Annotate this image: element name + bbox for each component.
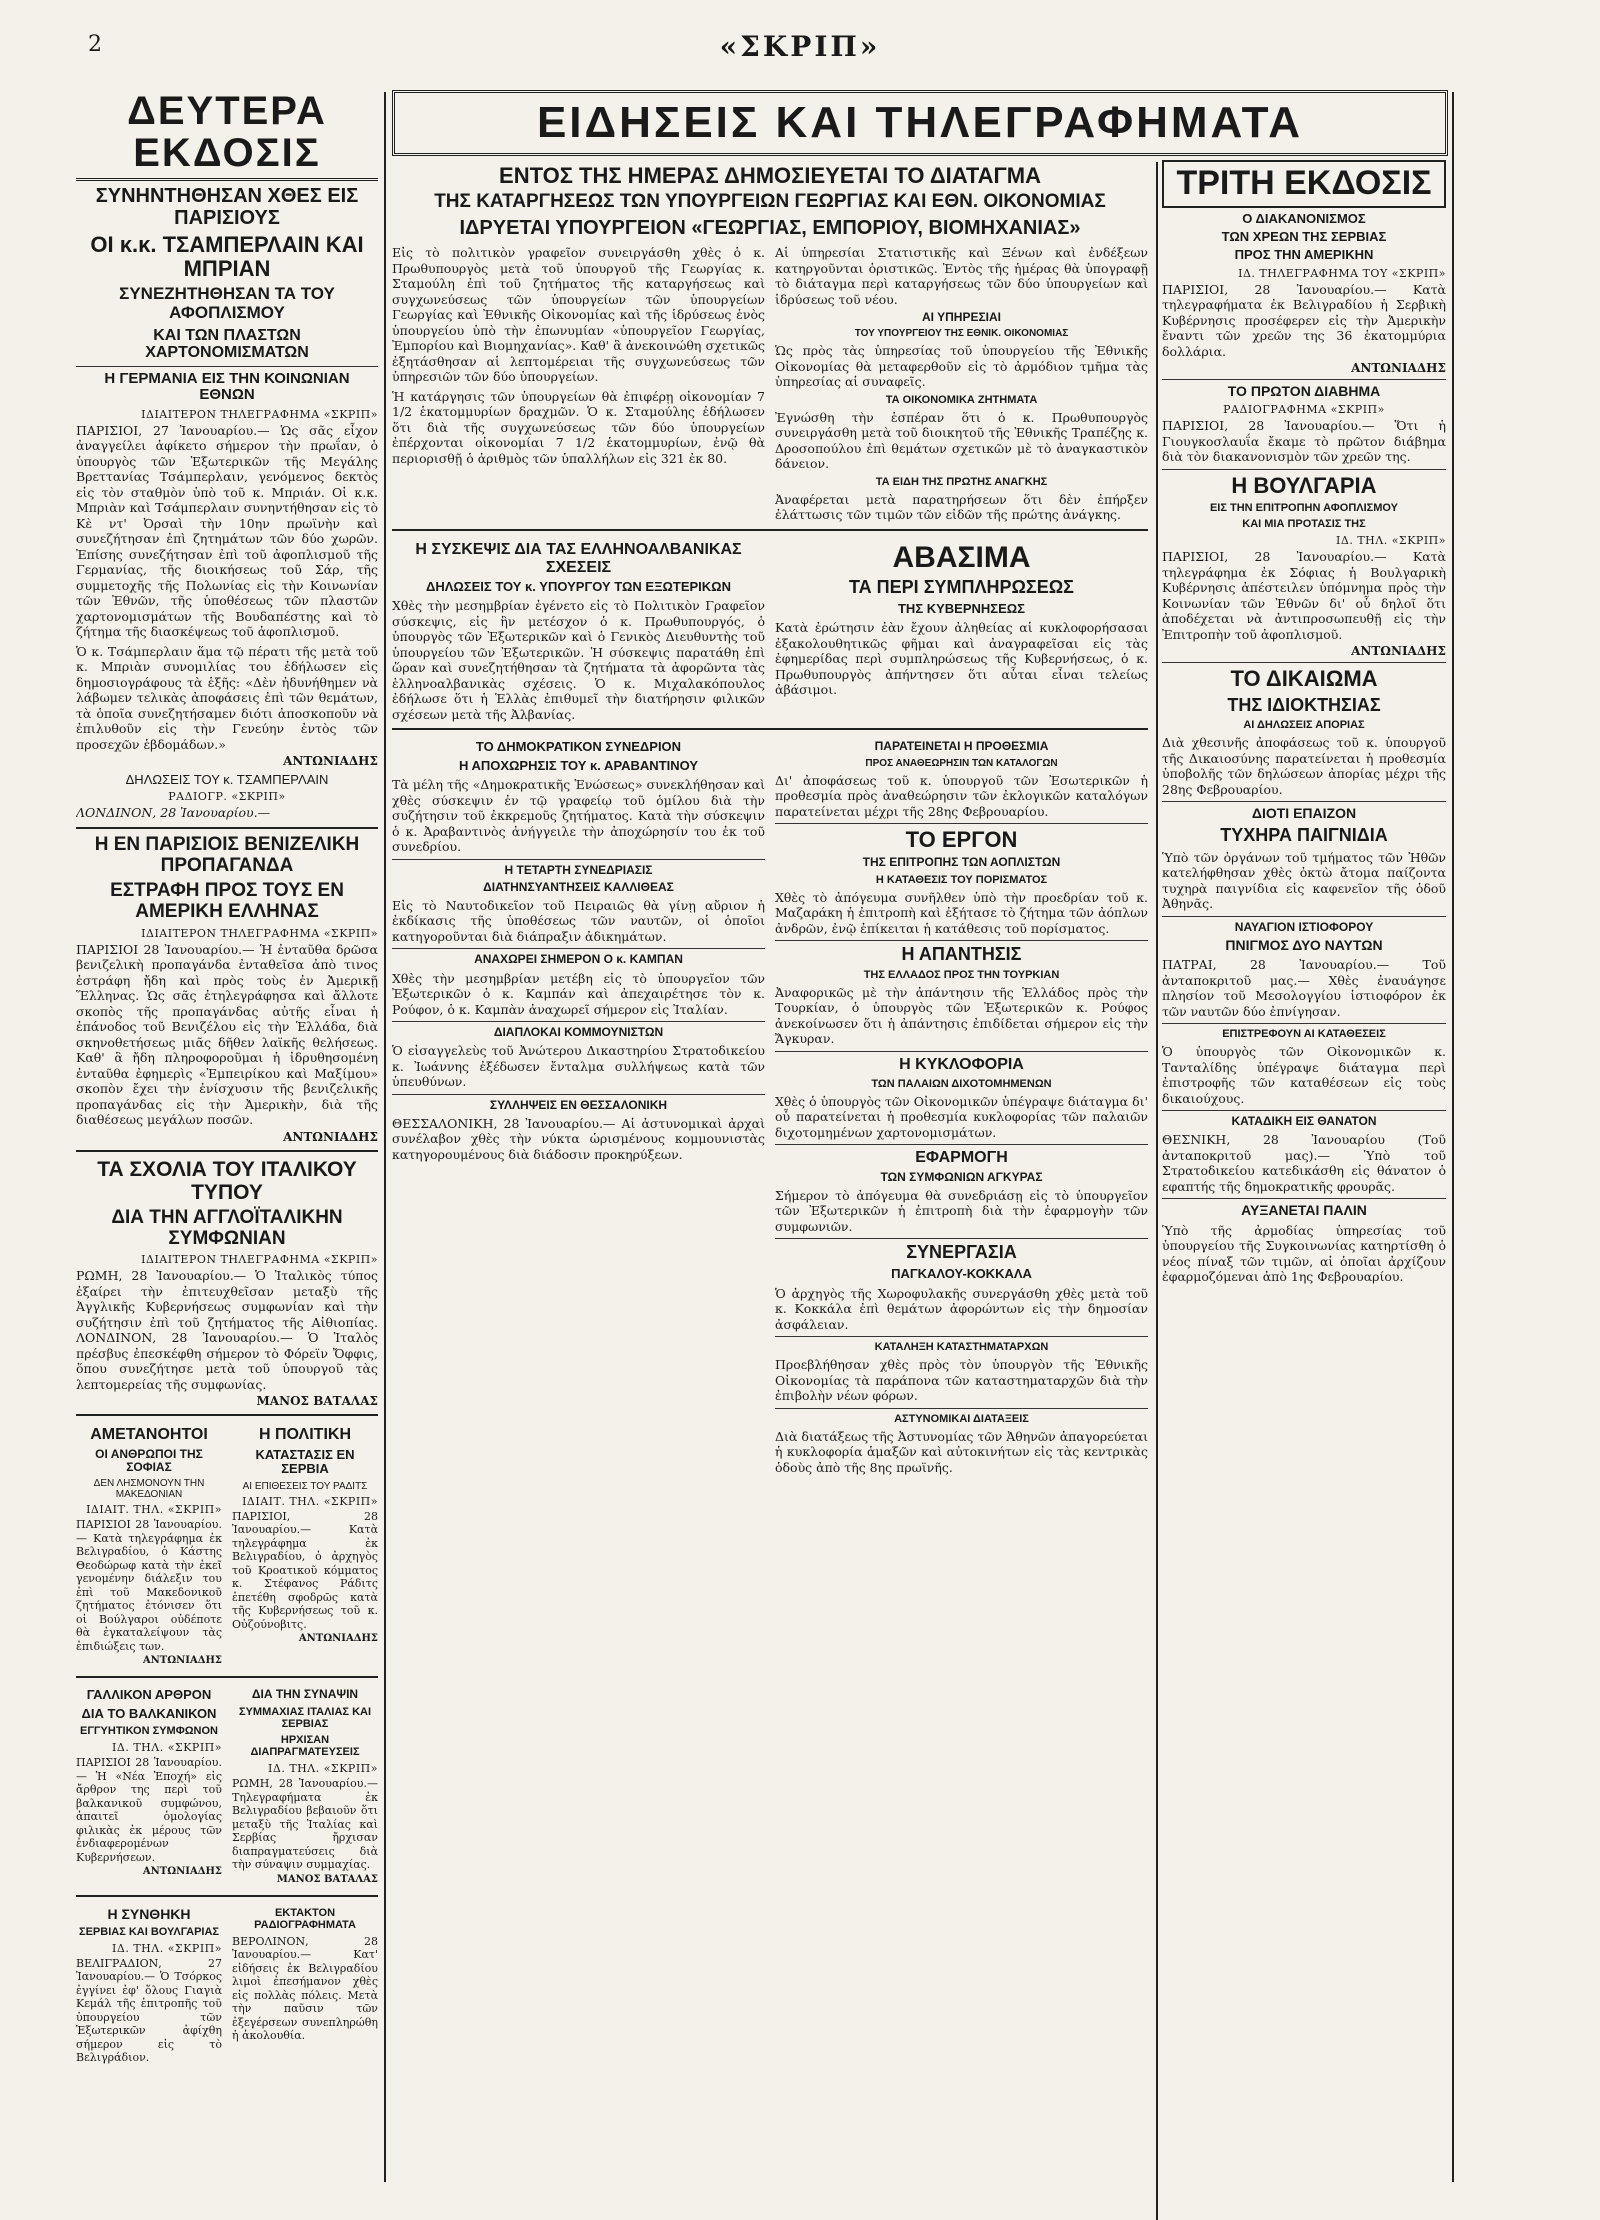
headline: ΑΣΤΥΝΟΜΙΚΑΙ ΔΙΑΤΑΞΕΙΣ bbox=[894, 1412, 1029, 1425]
headline: ΤΟ ΕΡΓΟΝ bbox=[905, 827, 1018, 853]
headline: ΚΑΤΑΣΤΑΣΙΣ ΕΝ ΣΕΡΒΙΑ bbox=[255, 1447, 355, 1477]
article-communists bbox=[392, 1026, 765, 1090]
subheadline: ΔΕΝ ΛΗΣΜΟΝΟΥΝ ΤΗΝ ΜΑΚΕΔΟΝΙΑΝ bbox=[93, 1478, 205, 1501]
headline: ΚΑΤΑΛΗΞΗ ΚΑΤΑΣΤΗΜΑΤΑΡΧΩΝ bbox=[874, 1341, 1049, 1354]
byline: ΑΝΤΩΝΙΑΔΗΣ bbox=[142, 1655, 222, 1667]
subheadline: Η ΓΕΡΜΑΝΙΑ ΕΙΣ ΤΗΝ ΚΟΙΝΩΝΙΑΝ ΕΘΝΩΝ bbox=[104, 369, 350, 404]
article-text: Ἐγνώσθη τὴν ἑσπέραν ὅτι ὁ κ. Πρωθυπουργὸς συνειργάσθη μετὰ τοῦ διοικητοῦ τῆς Ἐθνικῆς Τραπέζης κ. Δροσοπούλου ἐπὶ θεμάτων σχετικῶν μὲ τὸ ἀναγκαστικὸν δάνειον. bbox=[775, 409, 1148, 472]
article-gambling bbox=[1162, 806, 1446, 911]
article-committee-work bbox=[775, 828, 1148, 936]
article-thessaloniki bbox=[392, 1099, 765, 1163]
article-text: Εἰς τὸ πολιτικὸν γραφεῖον συνειργάσθη χθὲς ὁ κ. Πρωθυπουργὸς μετὰ τοῦ ὑπουργοῦ τῆς Γεωργίας κ. Σταμούλη ἐπὶ τοῦ ζητήματος τῆς καταργήσεως καὶ συγχωνεύσεως τῶν ὑπουργείων τῶν ὑπουργείων Γεωργίας καὶ Ἐθνικῆς Οἰκονομίας καὶ τῆς ἱδρύσεως ἑνὸς ὑπουργείου ὑπὸ τὴν ἐπωνυμίαν «ὑπουργεῖον Γεωργίας, Ἐμπορίου καὶ Βιομηχανίας». Καθ' ἃ ἀνεκοινώθη σχετικῶς ἐξητάσθησαν αἱ λεπτομέρειαι τῆς συγχωνεύσεως τῶν ὑπηρεσιῶν τῶν δύο ὑπουργείων. bbox=[392, 245, 765, 385]
headline: ΠΑΓΚΑΛΟΥ-ΚΟΚΚΑΛΑ bbox=[891, 1266, 1032, 1282]
column-rule bbox=[1156, 162, 1158, 2220]
main-banner-headline: ΕΙΔΗΣΕΙΣ ΚΑΙ ΤΗΛΕΓΡΑΦΗΜΑΤΑ bbox=[392, 90, 1448, 156]
middle-column bbox=[392, 160, 1148, 2220]
masthead-title: «ΣΚΡΙΠ» bbox=[719, 30, 881, 63]
article-shipwreck bbox=[1162, 921, 1446, 1020]
dateline: ΙΔ. ΤΗΛ. «ΣΚΡΙΠ» bbox=[268, 1762, 378, 1775]
headline: Η ΒΟΥΛΓΑΡΙΑ bbox=[1231, 472, 1377, 498]
headline: ΔΙΑ ΤΗΝ ΣΥΝΑΨΙΝ bbox=[251, 1687, 359, 1702]
article-text: ΡΩΜΗ, 28 Ἰανουαρίου.— Ὁ Ἰταλικὸς τύπος ἐξαίρει τὴν ἐπιτευχθεῖσαν μεταξὺ τῆς Ἀγγλικῆς Κυβερνήσεως συμφωνίαν καὶ τὴν συζήτησιν ἐπὶ τοῦ ζητήματος τῆς Αἰθιοπίας. ΛΟΝΔΙΝΟΝ, 28 Ἰανουαρίου.— Ὁ Ἰταλὸς πρέσβυς ἐπεσκέφθη σήμερον τὸ Φόρεϊν Ὄφφις, ὅπου συνεζήτησε μετὰ τοῦ ὑπουργοῦ τὰς λεπτομερείας τῆς συμφωνίας. bbox=[76, 1268, 378, 1392]
headline: ΑΝΑΧΩΡΕΙ ΣΗΜΕΡΟΝ Ο κ. ΚΑΜΠΑΝ bbox=[474, 952, 683, 967]
article-text: Ὁ εἰσαγγελεὺς τοῦ Ἀνώτερου Δικαστηρίου Στρατοδικείου κ. Ἰωάννης ἐξέδωσεν ἔνταλμα συλλήψεως κατὰ τῶν ὑπευθύνων. bbox=[392, 1043, 765, 1090]
headline: ΤΗΣ ΚΑΤΑΡΓΗΣΕΩΣ ΤΩΝ ΥΠΟΥΡΓΕΙΩΝ ΓΕΩΡΓΙΑΣ ΚΑΙ ΕΘΝ. ΟΙΚΟΝΟΜΙΑΣ bbox=[434, 191, 1106, 213]
article-kampan bbox=[392, 953, 765, 1017]
byline: ΜΑΝΟΣ ΒΑΤΑΛΑΣ bbox=[256, 1394, 378, 1409]
headline: ΣΥΝΗΝΤΗΘΗΣΑΝ ΧΘΕΣ ΕΙΣ ΠΑΡΙΣΙΟΥΣ bbox=[95, 185, 359, 229]
headline: ΠΝΙΓΜΟΣ ΔΥΟ ΝΑΥΤΩΝ bbox=[1225, 936, 1383, 953]
article-shopkeepers bbox=[775, 1341, 1148, 1404]
byline: ΑΝΤΩΝΙΑΔΗΣ bbox=[283, 754, 378, 769]
article-serbia-bulgaria-treaty bbox=[76, 1903, 222, 2065]
edition-heading: ΤΡΙΤΗ ΕΚΔΟΣΙΣ bbox=[1162, 160, 1446, 208]
article-reply-turkey bbox=[775, 945, 1148, 1047]
headline: ΤΟ ΠΡΩΤΟΝ ΔΙΑΒΗΜΑ bbox=[1227, 383, 1381, 400]
headline: ΚΑΤΑΔΙΚΗ ΕΙΣ ΘΑΝΑΤΟΝ bbox=[1231, 1114, 1377, 1129]
headline: ΣΥΝΕΖΗΤΗΘΗΣΑΝ ΤΑ ΤΟΥ ΑΦΟΠΛΙΣΜΟΥ bbox=[119, 284, 335, 323]
headline: ΠΑΡΑΤΕΙΝΕΤΑΙ Η ΠΡΟΘΕΣΜΙΑ bbox=[874, 739, 1049, 754]
headline: ΤΗΣ ΕΠΙΤΡΟΠΗΣ ΤΩΝ ΑΟΠΛΙΣΤΩΝ bbox=[862, 855, 1061, 870]
article-text: ΠΑΡΙΣΙΟΙ 28 Ἰανουαρίου.— Ἡ «Νέα Ἐποχή» εἰς ἄρθρον της περὶ τοῦ βαλκανικοῦ συμφώνου, ἀπαιτεῖ ὁμολογίας φιλικὰς ἐκ μέρους τῶν ἐνδιαφερομένων Κυβερνήσεων. bbox=[76, 1756, 222, 1864]
article-text: Ὡς πρὸς τὰς ὑπηρεσίας τοῦ ὑπουργείου τῆς Ἐθνικῆς Οἰκονομίας θὰ μεταφερθοῦν εἰς τὸ ἀρμόδιον τμῆμα τὰς ὑπηρεσίας αἱ συναφεῖς. bbox=[775, 343, 1148, 390]
headline: ΤΩΝ ΧΡΕΩΝ ΤΗΣ ΣΕΡΒΙΑΣ bbox=[1221, 228, 1387, 244]
headline: ΤΗΣ ΚΥΒΕΡΝΗΣΕΩΣ bbox=[897, 600, 1025, 616]
byline: ΑΝΤΩΝΙΑΔΗΣ bbox=[283, 1129, 378, 1144]
dateline: ΡΑΔΙΟΓΡΑΦΗΜΑ «ΣΚΡΙΠ» bbox=[1223, 403, 1385, 417]
dateline: ΙΔ. ΤΗΛ. «ΣΚΡΙΠ» bbox=[1336, 534, 1446, 548]
article-text: Τὰ μέλη τῆς «Δημοκρατικῆς Ἑνώσεως» συνεκλήθησαν καὶ χθὲς σύσκεψιν ἐν τῷ γραφείῳ τοῦ ὁμίλου διὰ τὴν συζήτησιν τοῦ ἐκκρεμοῦς ζητήματος. Κατὰ τὴν σύσκεψιν ὁ κ. Ἀραβαντινὸς ἀνήγγειλε τὴν ἀποχώρησίν του ἐκ τοῦ συνεδρίου. bbox=[392, 777, 765, 855]
headline: ΕΚΤΑΚΤΟΝ ΡΑΔΙΟΓΡΑΦΗΜΑΤΑ bbox=[254, 1906, 356, 1931]
article-text: ΠΑΡΙΣΙΟΙ, 28 Ἰανουαρίου.— Κατὰ τηλεγράφημα ἐκ Βελιγραδίου, ὁ ἀρχηγὸς τοῦ Κροατικοῦ κόμματος κ. Στέφανος Ράδιτς ἐπετέθη σφοδρῶς κατὰ τῆς Κυβερνήσεως τοῦ κ. Οὐζούνοβιτς. bbox=[232, 1509, 378, 1631]
headline: ΑΜΕΤΑΝΟΗΤΟΙ bbox=[90, 1426, 208, 1444]
subheadline: ΑΙ ΥΠΗΡΕΣΙΑΙ bbox=[922, 310, 1001, 325]
subheadline: ΤΑ ΕΙΔΗ ΤΗΣ ΠΡΩΤΗΣ ΑΝΑΓΚΗΣ bbox=[875, 475, 1048, 488]
article-text: Διὰ χθεσινῆς ἀποφάσεως τοῦ κ. ὑπουργοῦ τῆς Δικαιοσύνης παρατείνεται ἡ προθεσμία ὑποβολῆς τῶν δηλώσεων ἀπορίας μέχρι τῆς 28ης Φεβρουαρίου. bbox=[1162, 735, 1446, 797]
article-text: ΠΑΡΙΣΙΟΙ 28 Ἰανουαρίου.— Κατὰ τηλεγράφημα ἐκ Βελιγραδίου, ὁ Κάστης Θεοδώρωφ κατὰ τὴν ἐκεῖ γενομένην διάλεξιν του ἐπὶ τοῦ Μακεδονικοῦ ζητήματος ἐτόνισεν ὅτι οἱ Βούλγαροι οὐδέποτε θὰ ἐγκαταλείψουν τὰς ἐπιδιώξεις των. bbox=[76, 1518, 222, 1653]
headline: ΕΙΣ ΤΗΝ ΕΠΙΤΡΟΠΗΝ ΑΦΟΠΛΙΣΜΟΥ bbox=[1209, 502, 1399, 515]
article-text: ΒΕΛΙΓΡΑΔΙΟΝ, 27 Ἰανουαρίου.— Ὁ Τσόρκος ἐγγίνει ἐφ' ὅλους Γιαγιὰ Κεμάλ τῆς ἐπιτροπῆς τοῦ ὑπουργείου τῶν Ἐξωτερικῶν ἀφίχθη σήμερον εἰς τὸ Βελιγράδιον. bbox=[76, 1956, 222, 2065]
article-text: ΠΑΡΙΣΙΟΙ, 28 Ἰανουαρίου.— Κατὰ τηλεγραφήματα ἐκ Βελιγραδίου ἡ Σερβικὴ Κυβέρνησις προσέφερεν εἰς τὴν Ἀμερικὴν ἔναντι τῶν χρεῶν της 36 ἑκατομμύρια δολλάρια. bbox=[1162, 281, 1446, 359]
article-ministries bbox=[392, 164, 1148, 523]
headline: ΕΠΙΣΤΡΕΦΟΥΝ ΑΙ ΚΑΤΑΘΕΣΕΙΣ bbox=[1222, 1028, 1386, 1041]
article-deposits bbox=[1162, 1028, 1446, 1106]
article-chamberlain-briand bbox=[76, 185, 378, 821]
article-police bbox=[775, 1413, 1148, 1476]
headline: Η ΑΠΑΝΤΗΣΙΣ bbox=[901, 944, 1022, 965]
headline: ΝΑΥΑΓΙΟΝ ΙΣΤΙΟΦΟΡΟΥ bbox=[1234, 919, 1374, 934]
byline: ΑΝΤΩΝΙΑΔΗΣ bbox=[142, 1866, 222, 1878]
article-italian-press bbox=[76, 1158, 378, 1409]
article-text: ΠΑΡΙΣΙΟΙ, 28 Ἰανουαρίου.— Ὅτι ἡ Γιουγκοσλαυΐα ἔκαμε τὸ πρῶτον διάβημα διὰ τὸν διακανονισμὸν τῶν χρεῶν της. bbox=[1162, 418, 1446, 465]
headline: ΕΦΑΡΜΟΓΗ bbox=[915, 1149, 1008, 1167]
article-text: Εἰς τὸ Ναυτοδικεῖον τοῦ Πειραιῶς θὰ γίνῃ αὔριον ἡ ἐκδίκασις τῆς ὑποθέσεως τῶν ναυτῶν, οἱ ὁποῖοι κατηγοροῦνται διὰ διάπραξιν ἀδικημάτων. bbox=[392, 897, 765, 944]
headline: ΟΙ κ.κ. ΤΣΑΜΠΕΡΛΑΙΝ ΚΑΙ ΜΠΡΙΑΝ bbox=[90, 232, 364, 282]
article-cabinet-rumors bbox=[775, 537, 1148, 722]
article-serbia-politics bbox=[232, 1422, 378, 1670]
headline: ΑΙ ΔΗΛΩΣΕΙΣ ΑΠΟΡΙΑΣ bbox=[1243, 719, 1365, 732]
article-bulgaria-disarmament bbox=[1162, 474, 1446, 658]
two-column-block bbox=[76, 1684, 378, 1888]
article-venizelist-propaganda bbox=[76, 835, 378, 1144]
headline: ΣΥΝΕΡΓΑΣΙΑ bbox=[906, 1242, 1017, 1263]
headline: ΤΩΝ ΠΑΛΑΙΩΝ ΔΙΧΟΤΟΜΗΜΕΝΩΝ bbox=[871, 1077, 1052, 1090]
byline: ΑΝΤΩΝΙΑΔΗΣ bbox=[1351, 644, 1446, 659]
article-text: Ὑπὸ τῶν ὀργάνων τοῦ τμήματος τῶν Ἠθῶν κατελήφθησαν χθὲς ὀκτὼ ἄτομα παίζοντα τυχηρὰ παιγνίδια εἰς καφενεῖον τῆς ὁδοῦ Ἀθηνᾶς. bbox=[1162, 849, 1446, 912]
article-ankara bbox=[775, 1149, 1148, 1234]
article-french-article bbox=[76, 1684, 222, 1888]
subheadline: ΔΗΛΩΣΕΙΣ ΤΟΥ κ. ΤΣΑΜΠΕΡΛΑΙΝ bbox=[125, 772, 329, 788]
headline: ΣΕΡΒΙΑΣ ΚΑΙ ΒΟΥΛΓΑΡΙΑΣ bbox=[78, 1925, 220, 1938]
headline: Η ΚΥΚΛΟΦΟΡΙΑ bbox=[899, 1055, 1024, 1073]
headline: ΓΑΛΛΙΚΟΝ ΑΡΘΡΟΝ bbox=[86, 1687, 212, 1703]
article-greek-albanian bbox=[392, 537, 765, 722]
headline: ΕΝΤΟΣ ΤΗΣ ΗΜΕΡΑΣ ΔΗΜΟΣΙΕΥΕΤΑΙ ΤΟ ΔΙΑΤΑΓΜΑ bbox=[499, 163, 1041, 188]
article-text: ΘΕΣΝΙΚΗ, 28 Ἰανουαρίου (Τοῦ ἀνταποκριτοῦ μας).— Ὑπὸ τοῦ Στρατοδικείου κατεδικάσθη εἰς θάνατον ὁ εφαπτής τῆς δημοκρατικῆς φρουρᾶς. bbox=[1162, 1132, 1446, 1194]
headline: ΔΗΛΩΣΕΙΣ ΤΟΥ κ. ΥΠΟΥΡΓΟΥ ΤΩΝ ΕΞΩΤΕΡΙΚΩΝ bbox=[426, 579, 731, 595]
article-text: ΛΟΝΔΙΝΟΝ, 28 Ἰανουαρίου.— bbox=[76, 805, 271, 821]
article-sitting bbox=[392, 864, 765, 945]
article-text: Διὰ διατάξεως τῆς Ἀστυνομίας τῶν Ἀθηνῶν ἀπαγορεύεται ἡ κυκλοφορία ἁμαξῶν καὶ αὐτοκινήτων εἰς τὰς κεντρικὰς ὁδοὺς ἀπὸ τῆς 8ης πρωϊνῆς. bbox=[775, 1428, 1148, 1475]
subheadline: ΤΟΥ ΥΠΟΥΡΓΕΙΟΥ ΤΗΣ ΕΘΝΙΚ. ΟΙΚΟΝΟΜΙΑΣ bbox=[854, 328, 1069, 340]
headline: ΙΔΡΥΕΤΑΙ ΥΠΟΥΡΓΕΙΟΝ «ΓΕΩΡΓΙΑΣ, ΕΜΠΟΡΙΟΥ, ΒΙΟΜΗΧΑΝΙΑΣ» bbox=[459, 217, 1081, 240]
dateline: ΙΔΙΑΙΤ. ΤΗΛ. «ΣΚΡΙΠ» bbox=[86, 1503, 222, 1517]
article-text: ΠΑΡΙΣΙΟΙ, 27 Ἰανουαρίου.— Ὡς σᾶς εἶχον ἀναγγείλει ἀφίκετο σήμερον τὴν πρωΐαν, ὁ ὑπουργὸς τῶν Ἐξωτερικῶν τῆς Μεγάλης Βρεττανίας Τσάμπερλαιν, γενόμενος δεκτὸς εἰς τὸν σταθμὸν ὑπὸ τοῦ κ. Μπριάν. Οἱ κ.κ. Μπριὰν καὶ Τσάμπερλαιν συνηντήθησαν εἰς τὸ Κὲ ντ' Ὀρσαὶ τὴν 10ην πρωϊνὴν καὶ συνεζήτησαν ἐπὶ ζητημάτων τῶν δύο χωρῶν. Ἐπίσης συνεζήτησαν ἐπὶ τοῦ ἀφοπλισμοῦ τῆς Γερμανίας, τῆς διοικήσεως τοῦ Σάρ, τῆς συμμετοχῆς τῆς Πολωνίας εἰς τὴν Κοινωνίαν τῶν Ἐθνῶν, τῆς ὑποθέσεως τῶν πλαστῶν χαρτονομισμάτων τῆς Βουδαπέστης καὶ τὸ ζήτημα τῆς διασκέψεως τοῦ ἀφοπλισμοῦ. bbox=[76, 422, 378, 640]
article-text: Ὑπὸ τῆς ἀρμοδίας ὑπηρεσίας τοῦ ὑπουργείου τῆς Συγκοινωνίας κατηρτίσθη ὁ νέος πίναξ τῶν τιμῶν, αἱ ὁποῖαι ἀρχίζουν ἐφαρμοζόμεναι ἀπὸ 1ης Φεβρουαρίου. bbox=[1162, 1222, 1446, 1285]
article-increase bbox=[1162, 1203, 1446, 1284]
headline: ΑΒΑΣΙΜΑ bbox=[892, 540, 1031, 574]
article-sofia bbox=[76, 1422, 222, 1670]
headline: ΤΑ ΣΧΟΛΙΑ ΤΟΥ ΙΤΑΛΙΚΟΥ ΤΥΠΟΥ bbox=[97, 1157, 357, 1204]
article-text: Ἀναφέρεται μετὰ παρατηρήσεων ὅτι δὲν ἐπήρξεν ἐλάττωσις τῶν τιμῶν τῶν εἰδῶν τῆς πρώτης ἀνάγκης. bbox=[775, 491, 1148, 523]
headline: ΤΟ ΔΙΚΑΙΩΜΑ bbox=[1230, 666, 1378, 692]
headline: ΤΑ ΠΕΡΙ ΣΥΜΠΛΗΡΩΣΕΩΣ bbox=[849, 576, 1074, 597]
headline: ΔΙΑΤΗΝΣΥΑΝΤΗΣΕΙΣ ΚΑΛΛΙΘΕΑΣ bbox=[483, 879, 674, 894]
article-serbia-debts bbox=[1162, 212, 1446, 375]
headline: ΔΙΑΠΛΟΚΑΙ ΚΟΜΜΟΥΝΙΣΤΩΝ bbox=[493, 1025, 664, 1040]
headline: ΤΗΣ ΕΛΛΑΔΟΣ ΠΡΟΣ ΤΗΝ ΤΟΥΡΚΙΑΝ bbox=[863, 968, 1060, 981]
headline: ΚΑΙ ΤΩΝ ΠΛΑΣΤΩΝ ΧΑΡΤΟΝΟΜΙΣΜΑΤΩΝ bbox=[145, 326, 309, 362]
article-text: Χθὲς τὸ ἀπόγευμα συνῆλθεν ὑπὸ τὴν προεδρίαν τοῦ κ. Μαζαράκη ἡ ἐπιτροπὴ καὶ ἐξήτασε τὸ ζήτημα τῶν ἀόπλων ἀνδρῶν, ἐνῷ ἐπίκειται ἡ κατάθεσις τοῦ πορίσματος. bbox=[775, 889, 1148, 936]
article-first-step bbox=[1162, 384, 1446, 465]
subheadline: ΑΙ ΕΠΙΘΕΣΕΙΣ ΤΟΥ ΡΑΔΙΤΣ bbox=[242, 1480, 368, 1492]
headline: ΟΙ ΑΝΘΡΩΠΟΙ ΤΗΣ ΣΟΦΙΑΣ bbox=[95, 1447, 203, 1475]
article-democratic-congress bbox=[392, 740, 765, 854]
headline: ΤΥΧΗΡΑ ΠΑΙΓΝΙΔΙΑ bbox=[1220, 824, 1388, 845]
column-rule bbox=[384, 92, 386, 2182]
headline: ΔΙΑ ΤΗΝ ΑΓΓΛΟΪΤΑΛΙΚΗΝ ΣΥΜΦΩΝΙΑΝ bbox=[111, 1206, 343, 1249]
article-text: ΠΑΡΙΣΙΟΙ, 28 Ἰανουαρίου.— Κατὰ τηλεγράφημα ἐκ Σόφιας ἡ Βουλγαρικὴ Κυβέρνησις ἀπέστειλεν ὑπόμνημα πρὸς τὴν Κοινωνίαν τῶν Ἐθνῶν δι' οὗ δηλοῖ ὅτι ἀποδέχεται νὰ ἀντιπροσωπευθῇ εἰς τὴν Ἐπιτροπὴν τοῦ ἀφοπλισμοῦ. bbox=[1162, 549, 1446, 642]
article-text: Ἀναφορικῶς μὲ τὴν ἀπάντησιν τῆς Ἑλλάδος πρὸς τὴν Τουρκίαν, ὁ ὑπουργὸς τῶν Ἐξωτερικῶν κ. Ρούφος ἀνεκοίνωσεν ὅτι ἡ ἀπάντησις ἐπιδίδεται σήμερον εἰς τὴν Ἄγκυραν. bbox=[775, 984, 1148, 1047]
dateline: ΙΔΙΑΙΤΕΡΟΝ ΤΗΛΕΓΡΑΦΗΜΑ «ΣΚΡΙΠ» bbox=[141, 926, 378, 940]
article-text: ΠΑΡΙΣΙΟΙ 28 Ἰανουαρίου.— Ἡ ἐνταῦθα δρῶσα βενιζελικὴ προπαγάνδα ἐνταθεῖσα ἀπὸ τινος ἐστράφη ἤδη καὶ πρὸς τοὺς ἐν Ἀμερικῇ Ἕλληνας. Ὡς σᾶς ἐτηλεγράφησα καὶ ἄλλοτε σκοπὸς τῆς προπαγάνδας αὐτῆς εἶναι ἡ ἐπάνοδος τοῦ Βενιζέλου εἰς τὴν Ἑλλάδα, διὰ σκηνοθετήσεως μιᾶς δῆθεν λαϊκῆς θελήσεως. Καθ' ἃ ἤδη πληροφοροῦμαι ἡ ἰδρυθησομένη ἐνταῦθα ἐφημερὶς «Ἐμπειρίκου καὶ Μαξίμου» σκοπὸν ἔχει τὴν ἐνίσχυσιν τῆς βενιζελικῆς προπαγάνδας εἰς τὴν Ἀμερικὴν, διὰ τῆς διαθέσεως μεγάλων ποσῶν. bbox=[76, 941, 378, 1127]
article-text: Δι' ἀποφάσεως τοῦ κ. ὑπουργοῦ τῶν Ἐσωτερικῶν ἡ προθεσμία πρὸς ἀναθεώρησιν τῶν ἐκλογικῶν καταλόγων παρατείνεται μέχρι τῆς 28ης Φεβρουαρίου. bbox=[775, 772, 1148, 819]
article-text: ΡΩΜΗ, 28 Ἰανουαρίου.— Τηλεγραφήματα ἐκ Βελιγραδίου βεβαιοῦν ὅτι μεταξὺ τῆς Ἰταλίας καὶ Σερβίας ἤρχισαν διαπραγματεύσεις διὰ τὴν σύναψιν συμμαχίας. bbox=[232, 1777, 378, 1871]
right-column bbox=[1162, 160, 1446, 2220]
article-cooperation bbox=[775, 1243, 1148, 1332]
article-text: Χθὲς τὴν μεσημβρίαν ἐγένετο εἰς τὸ Πολιτικὸν Γραφεῖον σύσκεψις, εἰς ἣν μετέσχον ὁ κ. Πρωθυπουργός, ὁ ὑπουργὸς τῶν Ἐξωτερικῶν καὶ ὁ Γενικὸς Διευθυντὴς τοῦ ὑπουργείου τῶν Ἐξωτερικῶν. Ἡ σύσκεψις παρατάθη ἐπὶ ὥραν καὶ συνεζητήθησαν τὰ ζητήματα τὰ ἀφορῶντα τὰς ἑλληνοαλβανικὰς σχέσεις. Ὁ κ. Μιχαλακόπουλος ἐδήλωσε ὅτι ἡ Ἑλλὰς ἐπιθυμεῖ τὴν διατήρησιν φιλικῶν σχέσεων μετὰ τῆς Ἀλβανίας. bbox=[392, 598, 765, 722]
headline: Η ΚΑΤΑΘΕΣΙΣ ΤΟΥ ΠΟΡΙΣΜΑΤΟΣ bbox=[875, 873, 1048, 886]
dateline: ΙΔ. ΤΗΛΕΓΡΑΦΗΜΑ ΤΟΥ «ΣΚΡΙΠ» bbox=[1238, 266, 1446, 280]
headline: ΔΙΟΤΙ ΕΠΑΙΖΟΝ bbox=[1251, 805, 1357, 822]
edition-heading: ΔΕΥΤΕΡΑ ΕΚΔΟΣΙΣ bbox=[76, 90, 378, 181]
article-text: Αἱ ὑπηρεσίαι Στατιστικῆς καὶ Ξένων καὶ ἐνδέξεων κατηργοῦνται ὁριστικῶς. Ἐντὸς τῆς ἡμέρας θὰ ὑπογραφῇ τὸ διάταγμα περὶ καταργήσεως τῶν δύο ὑπουργείων καὶ ἱδρύσεως τοῦ νέου. bbox=[775, 245, 1148, 307]
article-death-sentence bbox=[1162, 1115, 1446, 1194]
headline: ΕΓΓΥΗΤΙΚΟΝ ΣΥΜΦΩΝΟΝ bbox=[79, 1725, 218, 1738]
article-italy-serbia-alliance bbox=[232, 1684, 378, 1888]
headline: Η ΣΥΝΘΗΚΗ bbox=[107, 1905, 191, 1922]
byline: ΑΝΤΩΝΙΑΔΗΣ bbox=[298, 1633, 378, 1645]
article-text: Χθὲς ὁ ὑπουργὸς τῶν Οἰκονομικῶν ὑπέγραψε διάταγμα δι' οὗ παρατείνεται ἡ προθεσμία κυκλοφορίας τῶν παλαιῶν διχοτομημένων χαρτονομισμάτων. bbox=[775, 1093, 1148, 1140]
two-column-block bbox=[76, 1903, 378, 2065]
two-column-block bbox=[76, 1422, 378, 1670]
headline: ΔΙΑ ΤΟ ΒΑΛΚΑΝΙΚΟΝ bbox=[81, 1705, 217, 1721]
dateline: ΙΔΙΑΙΤΕΡΟΝ ΤΗΛΕΓΡΑΦΗΜΑ «ΣΚΡΙΠ» bbox=[141, 1253, 378, 1267]
headline: ΕΣΤΡΑΦΗ ΠΡΟΣ ΤΟΥΣ ΕΝ ΑΜΕΡΙΚΗ ΕΛΛΗΝΑΣ bbox=[110, 879, 344, 922]
column-rule bbox=[1452, 92, 1454, 2182]
headline: ΤΗΣ ΙΔΙΟΚΤΗΣΙΑΣ bbox=[1227, 694, 1381, 715]
left-column bbox=[76, 90, 378, 2190]
article-text: Χθὲς τὴν μεσημβρίαν μετέβη εἰς τὸ ὑπουργεῖον τῶν Ἐξωτερικῶν ὁ κ. Καμπάν καὶ ἀπεχαιρέτησε τὸν κ. Ρούφον, ὁ κ. Καμπὰν ἀναχωρεῖ σήμερον εἰς Ἰταλίαν. bbox=[392, 970, 765, 1017]
headline: ΚΑΙ ΜΙΑ ΠΡΟΤΑΣΙΣ ΤΗΣ bbox=[1242, 518, 1366, 531]
headline: Η ΤΕΤΑΡΤΗ ΣΥΝΕΔΡΙΑΣΙΣ bbox=[504, 862, 653, 877]
article-text: Σήμερον τὸ ἀπόγευμα θὰ συνεδριάσῃ εἰς τὸ ὑπουργεῖον τῶν Ἐξωτερικῶν ἡ ἐπιτροπὴ διὰ τὴν ἐφαρμογὴν τῶν συμφωνιῶν. bbox=[775, 1187, 1148, 1234]
headline: ΤΟ ΔΗΜΟΚΡΑΤΙΚΟΝ ΣΥΝΕΔΡΙΟΝ bbox=[475, 739, 682, 755]
headline: ΠΡΟΣ ΤΗΝ ΑΜΕΡΙΚΗΝ bbox=[1234, 247, 1374, 263]
byline: ΜΑΝΟΣ ΒΑΤΑΛΑΣ bbox=[276, 1873, 378, 1885]
headline: ΤΩΝ ΣΥΜΦΩΝΙΩΝ ΑΓΚΥΡΑΣ bbox=[880, 1169, 1043, 1184]
article-text: Ὁ ὑπουργὸς τῶν Οἰκονομικῶν κ. Τανταλίδης ὑπέγραψε διάταγμα περὶ ἐπιστροφῆς τῶν καταθέσεων εἰς τοὺς δικαιούχους. bbox=[1162, 1044, 1446, 1106]
article-radiograms bbox=[232, 1903, 378, 2065]
headline: ΗΡΧΙΣΑΝ ΔΙΑΠΡΑΓΜΑΤΕΥΣΕΙΣ bbox=[250, 1733, 360, 1758]
headline: Η ΑΠΟΧΩΡΗΣΙΣ ΤΟΥ κ. ΑΡΑΒΑΝΤΙΝΟΥ bbox=[458, 757, 699, 773]
byline: ΑΝΤΩΝΙΑΔΗΣ bbox=[1351, 361, 1446, 376]
dateline: ΡΑΔΙΟΓΡ. «ΣΚΡΙΠ» bbox=[168, 790, 286, 804]
article-text: Κατὰ ἐρώτησιν ἐὰν ἔχουν ἀληθείας αἱ κυκλοφορήσασαι ἐξακολουθητικῶς φῆμαι καὶ ἀναγραφεῖσαι εἰς τὰς ἐφημερίδας περὶ συμπληρώσεως τῆς Κυβερνήσεως, ὁ κ. Πρωθυπουργὸς ἀπήντησεν ὅτι αὗται εἶναι τελείως ἀβάσιμοι. bbox=[775, 620, 1148, 698]
article-text: ΘΕΣΣΑΛΟΝΙΚΗ, 28 Ἰανουαρίου.— Αἱ ἀστυνομικαὶ ἀρχαὶ συνέλαβον χθὲς τὴν νύκτα ὡρισμένους κομμουνιστὰς κατηγορουμένους διὰ διάδοσιν προκηρύξεων. bbox=[392, 1115, 765, 1162]
headline: Η ΕΝ ΠΑΡΙΣΙΟΙΣ ΒΕΝΙΖΕΛΙΚΗ ΠΡΟΠΑΓΑΝΔΑ bbox=[94, 833, 360, 876]
article-text: Ἡ κατάργησις τῶν ὑπουργείων θὰ ἐπιφέρῃ οἰκονομίαν 7 1/2 ἑκατομμυρίων δραχμῶν. Ὁ κ. Σταμούλης ἐδήλωσεν ὅτι διὰ τῆς συγχωνεύσεως τῶν δύο ὑπουργείων ἐπέρχονται οἰκονομίαι 7 1/2 ἑκατομμυρίων, ἐνῷ θὰ περιορισθῇ ὁ ἀριθμὸς τῶν ὑπαλλήλων εἰς 321 ἐκ 80. bbox=[392, 388, 765, 466]
headline: Η ΠΟΛΙΤΙΚΗ bbox=[258, 1426, 351, 1444]
dateline: ΙΔ. ΤΗΛ. «ΣΚΡΙΠ» bbox=[112, 1941, 222, 1955]
headline: ΣΥΜΜΑΧΙΑΣ ΙΤΑΛΙΑΣ ΚΑΙ ΣΕΡΒΙΑΣ bbox=[238, 1705, 372, 1730]
subheadline: ΤΑ ΟΙΚΟΝΟΜΙΚΑ ΖΗΤΗΜΑΤΑ bbox=[885, 393, 1038, 406]
headline: ΑΥΞΑΝΕΤΑΙ ΠΑΛΙΝ bbox=[1241, 1202, 1367, 1219]
dateline: ΙΔΙΑΙΤΕΡΟΝ ΤΗΛΕΓΡΑΦΗΜΑ «ΣΚΡΙΠ» bbox=[141, 407, 378, 421]
article-ownership-rights bbox=[1162, 667, 1446, 797]
masthead bbox=[0, 28, 1600, 68]
dateline: ΙΔ. ΤΗΛ. «ΣΚΡΙΠ» bbox=[112, 1741, 222, 1755]
page-number: 2 bbox=[88, 32, 102, 57]
headline: Η ΣΥΣΚΕΨΙΣ ΔΙΑ ΤΑΣ ΕΛΛΗΝΟΑΛΒΑΝΙΚΑΣ ΣΧΕΣΕΙΣ bbox=[415, 540, 742, 576]
headline: ΠΡΟΣ ΑΝΑΘΕΩΡΗΣΙΝ ΤΩΝ ΚΑΤΑΛΟΓΩΝ bbox=[865, 757, 1058, 769]
headline: ΣΥΛΛΗΨΕΙΣ ΕΝ ΘΕΣΣΑΛΟΝΙΚΗ bbox=[489, 1097, 668, 1112]
headline: Ο ΔΙΑΚΑΝΟΝΙΣΜΟΣ bbox=[1242, 210, 1366, 226]
article-text: ΠΑΤΡΑΙ, 28 Ἰανουαρίου.— Τοῦ ἀνταποκριτοῦ μας.— Χθὲς ἐναυάγησε πλησίον τοῦ Μεσολογγίου ἱστιοφόρον ἐκ τῶν ναυτῶν δύο ἐπνίγησαν. bbox=[1162, 957, 1446, 1019]
article-text: Ὁ ἀρχηγὸς τῆς Χωροφυλακῆς συνεργάσθη χθὲς μετὰ τοῦ κ. Κοκκάλα ἐπὶ θεμάτων ἀφορώντων εἰς τὴν δημοσίαν ἀσφάλειαν. bbox=[775, 1285, 1148, 1332]
article-text: Ὁ κ. Τσάμπερλαιν ἅμα τῷ πέρατι τῆς μετὰ τοῦ κ. Μπριὰν συνομιλίας του ἐδήλωσεν εἰς δημοσιογράφους τὰ ἑξῆς: «Δὲν ἠδυνήθημεν νὰ λάβωμεν τελικὰς ἀποφάσεις ἐπὶ τῶν θεμάτων, τὰ ὁποῖα συνεζητήσαμεν διότι ἀποσκοποῦν νὰ ἐπιλυθοῦν εἰς τὴν Γενεύην ἐντὸς τῶν προσεχῶν ἑβδομάδων.» bbox=[76, 643, 378, 752]
article-circulation bbox=[775, 1056, 1148, 1140]
dateline: ΙΔΙΑΙΤ. ΤΗΛ. «ΣΚΡΙΠ» bbox=[242, 1494, 378, 1508]
article-deadline-extended bbox=[775, 740, 1148, 819]
article-text: Προεβλήθησαν χθὲς πρὸς τὸν ὑπουργὸν τῆς Ἐθνικῆς Οἰκονομίας τὰ παράπονα τῶν καταστηματαρχῶν διὰ τὴν ἐπιβολὴν νέων φόρων. bbox=[775, 1357, 1148, 1404]
article-text: ΒΕΡΟΛΙΝΟΝ, 28 Ἰανουαρίου.— Κατ' εἰδήσεις ἐκ Βελιγραδίου λιμοὶ ἐπεσήμανον χθὲς εἰς πολλὰς πόλεις. Μετὰ τὴν παῦσιν τῶν ἐξεγέρσεων συνεπληρώθη ἡ ἀκολουθία. bbox=[232, 1934, 378, 2043]
